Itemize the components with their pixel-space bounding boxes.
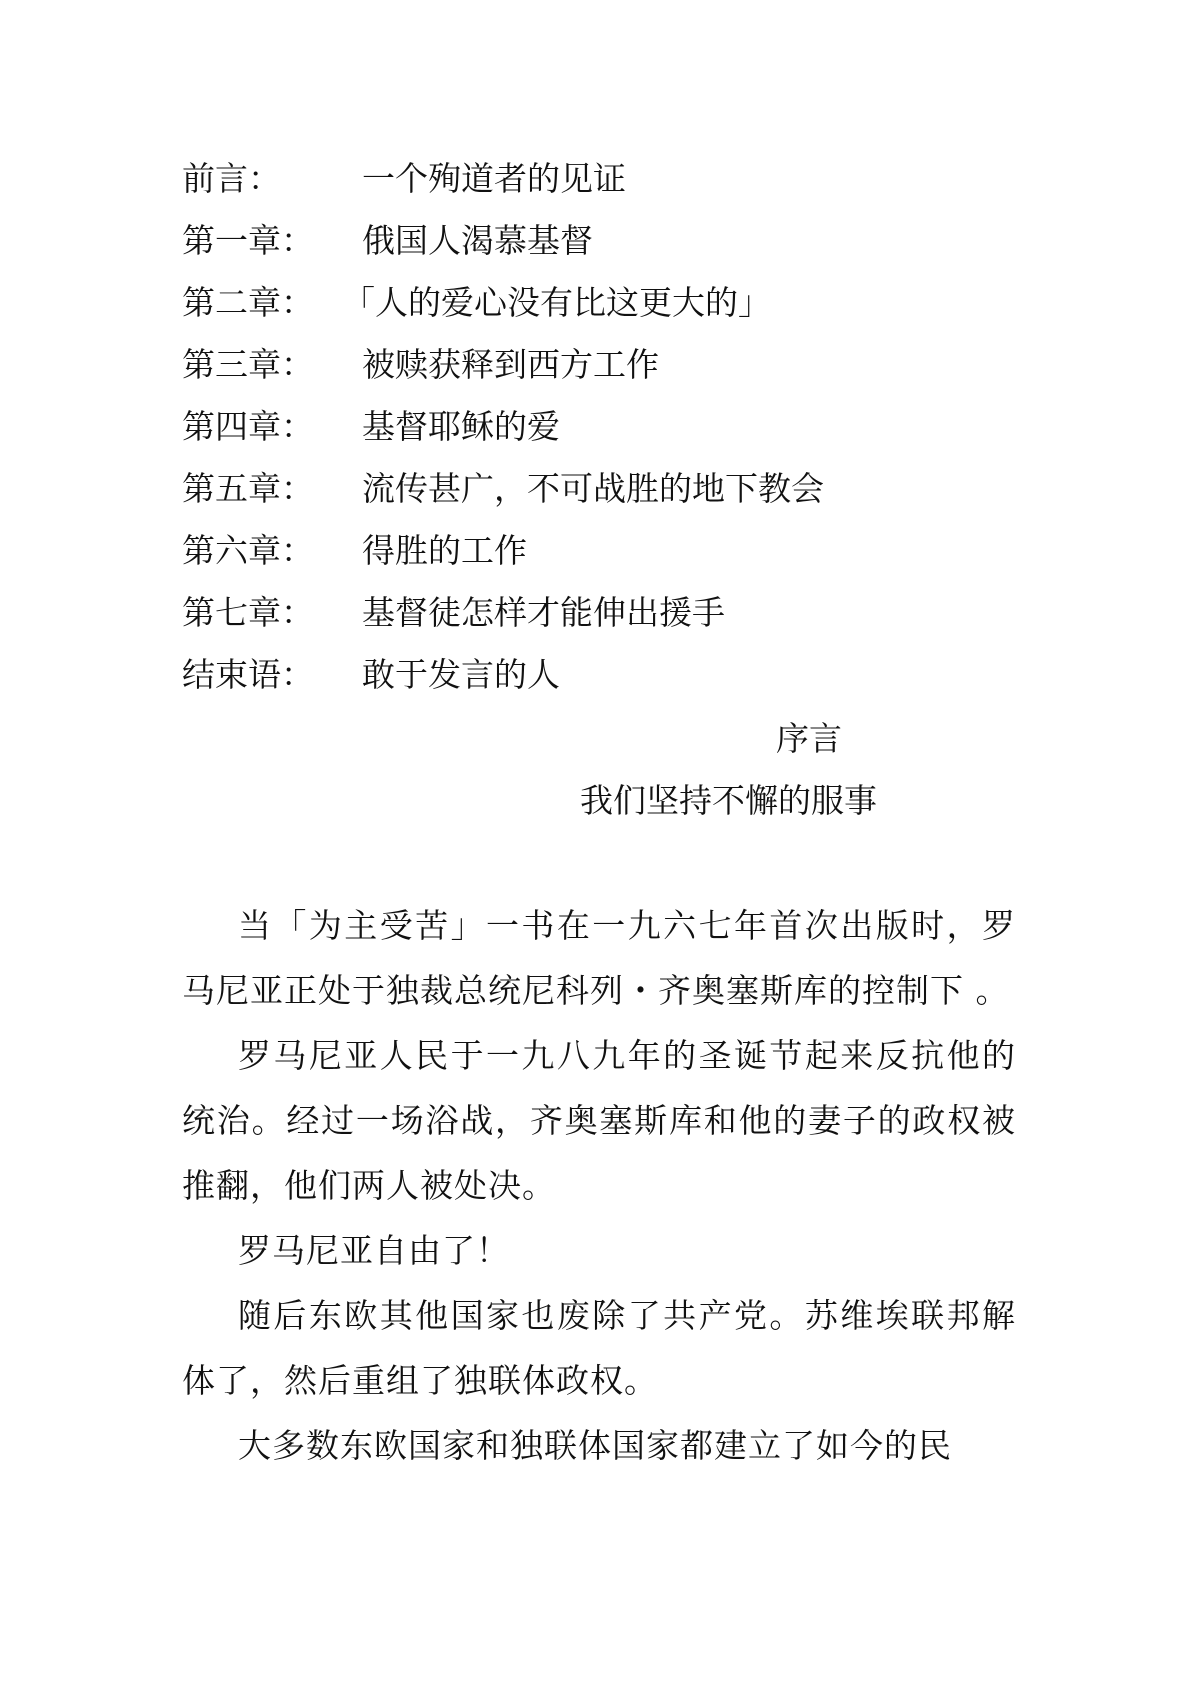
toc-title: 俄国人渴慕基督	[362, 221, 593, 260]
toc-title: 基督徒怎样才能伸出援手	[362, 593, 725, 632]
body-paragraph: 罗马尼亚自由了！	[238, 1231, 510, 1270]
toc-entry-chapter-6	[182, 520, 1032, 582]
body-paragraph: 罗马尼亚人民于一九八九年的圣诞节起来反抗他的统治。经过一场浴战，齐奥塞斯库和他的妻子的政权被推翻，他们两人被处决。	[182, 1036, 1016, 1205]
toc-label: 第二章：	[182, 283, 314, 322]
toc-label: 结束语：	[182, 655, 314, 694]
toc-title: 「人的爱心没有比这更大的」	[342, 283, 771, 322]
preface-subheading: 我们坚持不懈的服事	[580, 781, 877, 820]
toc-entry-chapter-2	[182, 272, 1032, 334]
toc-title: 得胜的工作	[362, 531, 527, 570]
toc-title: 敢于发言的人	[362, 655, 560, 694]
toc-title: 基督耶稣的爱	[362, 407, 560, 446]
preface-body	[182, 893, 1016, 1478]
toc-label: 第六章：	[182, 531, 314, 570]
toc-title: 被赎获释到西方工作	[362, 345, 659, 384]
toc-label: 第四章：	[182, 407, 314, 446]
body-paragraph: 随后东欧其他国家也废除了共产党。苏维埃联邦解体了，然后重组了独联体政权。	[182, 1296, 1016, 1400]
toc-label: 第一章：	[182, 221, 314, 260]
toc-label: 前言：	[182, 159, 281, 198]
toc-entry-chapter-3	[182, 334, 1032, 396]
toc-entry-conclusion	[182, 644, 1032, 706]
toc-label: 第七章：	[182, 593, 314, 632]
body-paragraph: 当「为主受苦」一书在一九六七年首次出版时，罗马尼亚正处于独裁总统尼科列・齐奥塞斯库的控制下 。	[182, 906, 1016, 1010]
toc-entry-chapter-4	[182, 396, 1032, 458]
preface-heading: 序言	[776, 719, 842, 758]
toc-label: 第五章：	[182, 469, 314, 508]
body-paragraph: 大多数东欧国家和独联体国家都建立了如今的民	[238, 1426, 952, 1465]
toc-entry-chapter-5	[182, 458, 1032, 520]
toc-title: 一个殉道者的见证	[362, 159, 626, 198]
table-of-contents	[182, 148, 1032, 706]
toc-entry-chapter-1	[182, 210, 1032, 272]
toc-entry-foreword	[182, 148, 1032, 210]
toc-label: 第三章：	[182, 345, 314, 384]
toc-entry-chapter-7	[182, 582, 1032, 644]
toc-title: 流传甚广，不可战胜的地下教会	[362, 469, 824, 508]
